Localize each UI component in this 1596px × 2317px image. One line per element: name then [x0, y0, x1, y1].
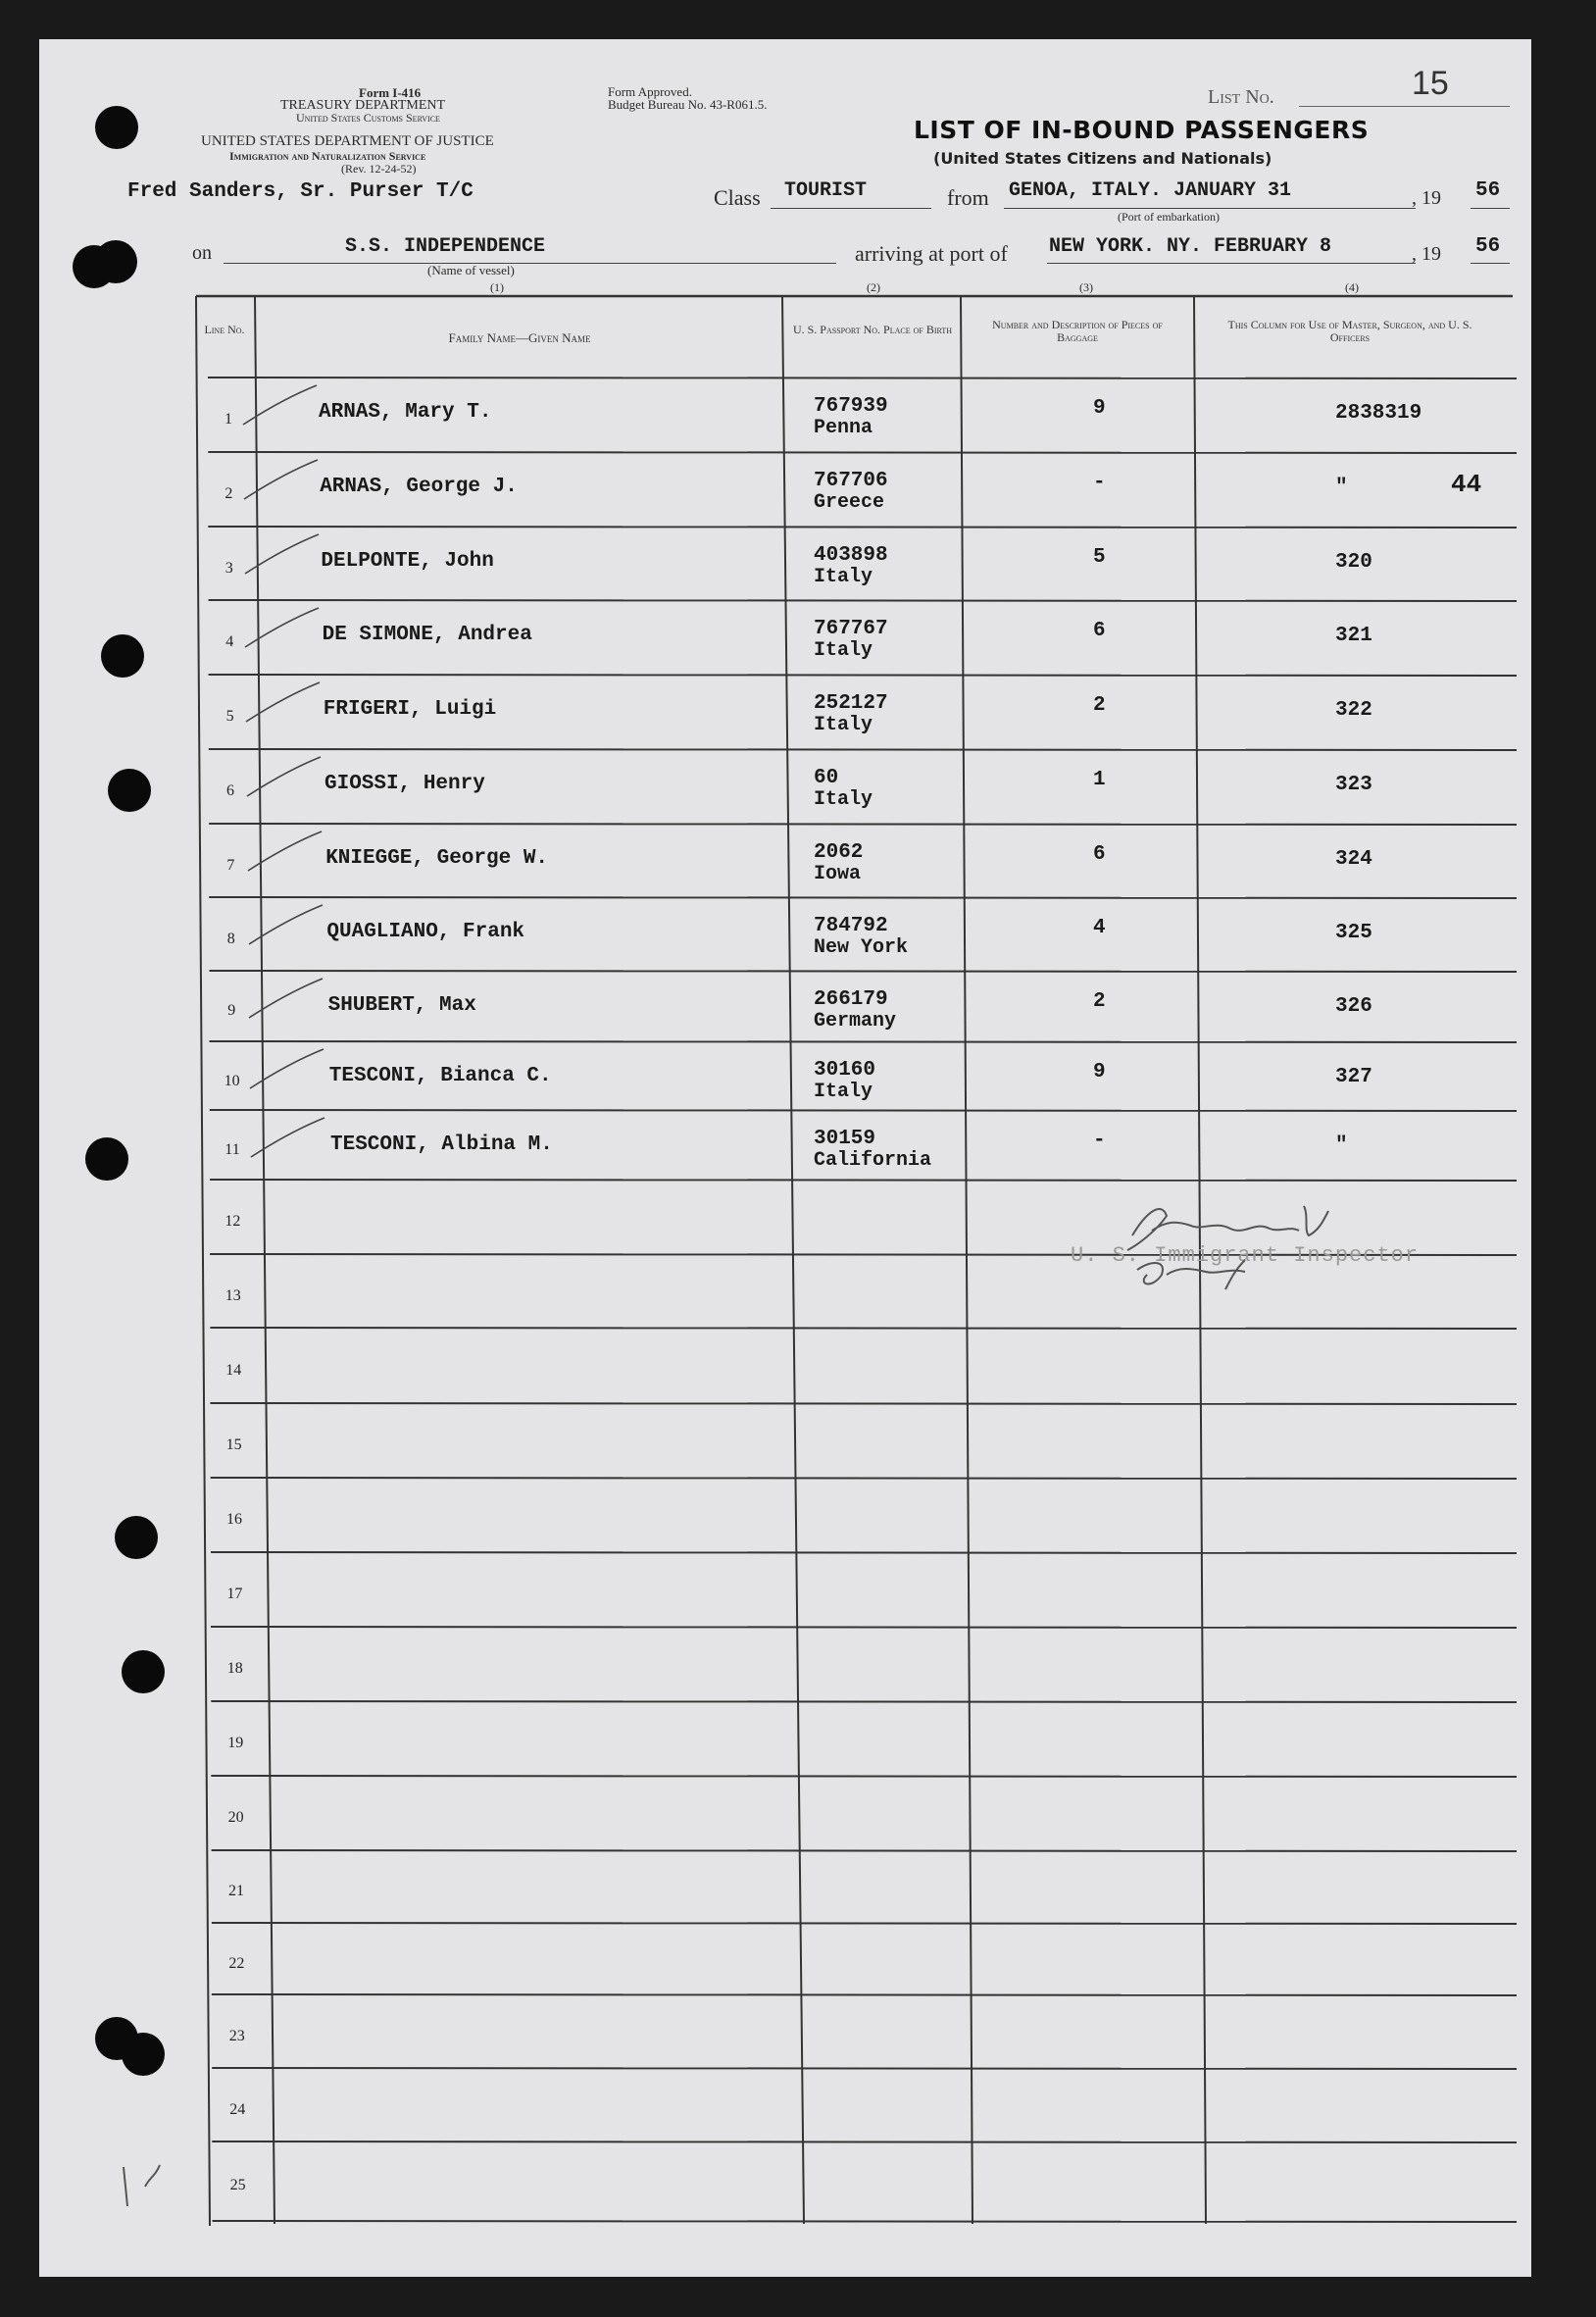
line-number: 6	[226, 782, 234, 800]
passport-number: 784792	[814, 915, 888, 937]
passport-number: 30160	[814, 1059, 876, 1082]
passport-number: 767939	[814, 395, 888, 418]
form-title: LIST OF IN-BOUND PASSENGERS	[914, 116, 1370, 144]
treasury-department: TREASURY DEPARTMENT	[280, 98, 446, 113]
officer-number: "	[1335, 1134, 1348, 1157]
passenger-name: KNIEGGE, George W.	[325, 847, 549, 870]
column-2-label: (2)	[867, 280, 880, 294]
place-of-birth: Italy	[814, 639, 873, 662]
line-number: 15	[225, 1436, 242, 1454]
form-number: Form I-416	[359, 85, 422, 100]
check-mark	[234, 452, 323, 511]
check-mark	[237, 749, 325, 808]
check-mark	[238, 824, 326, 882]
inspector-stamp: U. S. Immigrant Inspector	[1071, 1243, 1420, 1268]
check-mark	[235, 600, 324, 659]
passenger-name: GIOSSI, Henry	[324, 773, 485, 795]
customs-service: United States Customs Service	[296, 111, 440, 125]
baggage-count: 5	[1093, 546, 1106, 569]
list-no-label: List No.	[1208, 86, 1274, 108]
list-number: 15	[1412, 65, 1449, 102]
passenger-name: TESCONI, Albina M.	[330, 1133, 553, 1156]
officer-number: 326	[1335, 995, 1372, 1018]
passport-number: 2062	[814, 841, 864, 864]
check-mark	[239, 971, 327, 1030]
place-of-birth: Iowa	[814, 863, 862, 885]
header-baggage: Number and Description of Pieces of Baggage	[992, 318, 1163, 344]
line-number: 3	[224, 559, 233, 577]
baggage-count: -	[1093, 472, 1106, 494]
purser-name: Fred Sanders, Sr. Purser T/C	[127, 180, 474, 203]
line-number: 23	[228, 2027, 245, 2044]
check-mark	[233, 378, 322, 436]
line-number: 7	[226, 856, 235, 874]
passport-number: 252127	[814, 692, 888, 715]
budget-bureau-no: Budget Bureau No. 43-R061.5.	[608, 97, 768, 112]
baggage-count: 6	[1093, 620, 1106, 642]
baggage-count: 4	[1093, 917, 1106, 939]
place-of-birth: New York	[814, 936, 909, 959]
officer-number: 323	[1335, 774, 1372, 796]
place-of-birth: Italy	[814, 714, 873, 736]
line-number: 5	[225, 708, 234, 726]
embarkation-port-date: GENOA, ITALY. JANUARY 31	[1009, 179, 1292, 202]
place-of-birth: Italy	[814, 566, 873, 588]
class-label: Class	[714, 185, 761, 210]
department-of-justice: UNITED STATES DEPARTMENT OF JUSTICE	[201, 133, 494, 149]
from-label: from	[947, 185, 989, 210]
passenger-name: QUAGLIANO, Frank	[326, 921, 525, 943]
column-4-label: (4)	[1345, 280, 1359, 294]
class-value: TOURIST	[784, 179, 868, 202]
passport-number: 767767	[814, 618, 888, 640]
passenger-name: DE SIMONE, Andrea	[322, 624, 532, 646]
officer-number: 321	[1335, 625, 1372, 647]
passport-number: 403898	[814, 544, 888, 567]
line-number: 14	[225, 1361, 242, 1379]
on-label: on	[192, 242, 212, 264]
officer-number: 320	[1335, 551, 1372, 574]
passport-number: 60	[814, 767, 839, 789]
line-number: 11	[224, 1140, 240, 1158]
passport-number: 266179	[814, 988, 888, 1011]
year-1: 56	[1475, 179, 1501, 202]
form-subtitle: (United States Citizens and Nationals)	[933, 149, 1272, 168]
baggage-count: 2	[1093, 990, 1106, 1013]
year-prefix-1: , 19	[1412, 187, 1441, 209]
column-1-label: (1)	[490, 280, 504, 294]
line-number: 4	[225, 633, 234, 651]
check-mark	[236, 675, 324, 733]
baggage-count: 2	[1093, 694, 1106, 717]
line-number: 18	[226, 1660, 243, 1678]
margin-mark	[116, 2157, 165, 2216]
arriving-label: arriving at port of	[855, 241, 1008, 266]
baggage-count: 9	[1093, 1061, 1106, 1083]
baggage-count: -	[1093, 1130, 1106, 1152]
line-number: 21	[228, 1883, 244, 1900]
vessel-name: S.S. INDEPENDENCE	[345, 235, 546, 258]
passenger-name: TESCONI, Bianca C.	[328, 1065, 552, 1087]
check-mark	[240, 1041, 328, 1100]
form-approved: Form Approved.	[608, 84, 692, 99]
passport-number: 767706	[814, 470, 888, 492]
line-number: 24	[229, 2100, 246, 2118]
passenger-name: DELPONTE, John	[321, 550, 494, 573]
officer-number: 327	[1335, 1066, 1372, 1088]
place-of-birth: California	[814, 1149, 932, 1172]
arrival-port-date: NEW YORK. NY. FEBRUARY 8	[1049, 235, 1332, 258]
line-number: 16	[226, 1511, 242, 1529]
line-number: 10	[224, 1072, 240, 1089]
line-number: 9	[227, 1002, 236, 1020]
header-family-name: Family Name—Given Name	[448, 330, 591, 345]
officer-number: "	[1335, 477, 1348, 499]
baggage-count: 9	[1093, 397, 1106, 420]
header-line-no: Line No.	[204, 323, 245, 336]
handwritten-signature	[1108, 1191, 1363, 1299]
passport-number: 30159	[814, 1128, 876, 1150]
passenger-name: SHUBERT, Max	[327, 994, 476, 1017]
line-number: 1	[224, 411, 232, 428]
header-officers: This Column for Use of Master, Surgeon, and U. S. Officers	[1227, 318, 1472, 344]
line-number: 20	[227, 1809, 244, 1827]
vessel-caption: (Name of vessel)	[427, 263, 515, 277]
passenger-name: FRIGERI, Luigi	[323, 698, 497, 721]
officer-annotation: 44	[1451, 470, 1482, 499]
line-number: 19	[227, 1735, 244, 1752]
check-mark	[239, 897, 327, 956]
header-passport: U. S. Passport No. Place of Birth	[792, 323, 953, 336]
place-of-birth: Penna	[814, 417, 873, 439]
baggage-count: 6	[1093, 843, 1106, 866]
place-of-birth: Germany	[814, 1010, 897, 1033]
check-mark	[235, 527, 324, 585]
line-number: 22	[228, 1954, 245, 1972]
line-number: 17	[226, 1586, 243, 1603]
line-number: 8	[226, 930, 235, 947]
line-number: 12	[224, 1213, 241, 1231]
officer-number: 325	[1335, 922, 1372, 944]
line-number: 2	[224, 485, 233, 503]
column-3-label: (3)	[1079, 280, 1093, 294]
baggage-count: 1	[1093, 769, 1106, 791]
year-prefix-2: , 19	[1412, 243, 1441, 265]
port-embarkation-caption: (Port of embarkation)	[1118, 210, 1220, 224]
officer-number: 324	[1335, 848, 1372, 871]
check-mark	[241, 1110, 329, 1169]
revision-date: (Rev. 12-24-52)	[341, 162, 417, 176]
year-2: 56	[1475, 235, 1501, 258]
place-of-birth: Greece	[814, 491, 885, 514]
ins-service: Immigration and Naturalization Service	[229, 149, 426, 163]
place-of-birth: Italy	[814, 788, 873, 811]
passenger-name: ARNAS, George J.	[320, 476, 518, 498]
place-of-birth: Italy	[814, 1081, 873, 1103]
officer-number: 322	[1335, 699, 1372, 722]
line-number: 25	[229, 2177, 246, 2194]
officer-number: 2838319	[1335, 402, 1422, 425]
line-number: 13	[224, 1286, 241, 1304]
passenger-name: ARNAS, Mary T.	[319, 401, 492, 424]
